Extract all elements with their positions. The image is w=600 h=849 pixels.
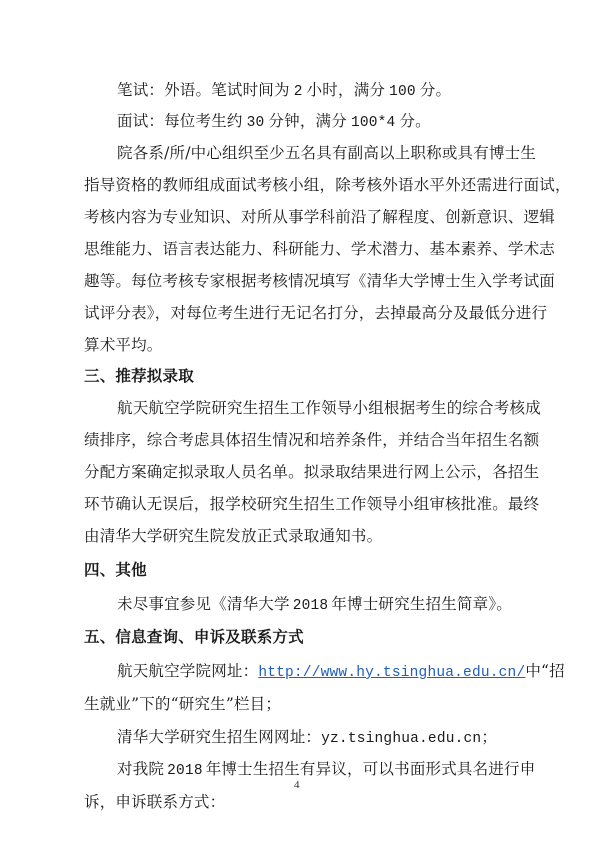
paragraph-line: 指导资格的教师组成面试考核小组，除考核外语水平外还需进行面试， bbox=[84, 176, 571, 194]
section-3-line: 环节确认无误后，报学校研究生招生工作领导小组审核批准。最终 bbox=[84, 495, 540, 513]
section-3-line: 航天航空学院研究生招生工作领导小组根据考生的综合考核成 bbox=[117, 399, 541, 417]
appeal-suffix: 年博士生招生有异议，可以书面形式具名进行申 bbox=[205, 760, 536, 778]
page-number: 4 bbox=[294, 779, 300, 791]
interview-line bbox=[117, 111, 431, 133]
appeal-year: 2018 bbox=[167, 763, 203, 779]
interview-prefix: 面试：每位考生约 bbox=[117, 112, 243, 130]
site-1-label: 航天航空学院网址： bbox=[117, 662, 259, 680]
section-4-suffix: 年博士研究生招生简章》。 bbox=[331, 595, 512, 613]
section-3-line: 绩排序，综合考虑具体招生情况和培养条件，并结合当年招生名额 bbox=[84, 431, 540, 449]
paragraph-line: 院各系/所/中心组织至少五名具有副高以上职称或具有博士生 bbox=[117, 144, 537, 162]
section-5-title: 五、信息查询、申诉及联系方式 bbox=[84, 628, 304, 646]
section-4-line bbox=[117, 594, 512, 616]
section-4-title: 四、其他 bbox=[84, 561, 147, 579]
interview-score: 100*4 bbox=[350, 115, 396, 131]
section-4-year: 2018 bbox=[292, 598, 329, 614]
appeal-line-2: 诉，申诉联系方式： bbox=[84, 793, 226, 811]
interview-suffix: 分。 bbox=[399, 112, 431, 130]
written-exam-line bbox=[117, 80, 451, 102]
paragraph-line: 思维能力、语言表达能力、科研能力、学术潜力、基本素养、学术志 bbox=[84, 240, 556, 258]
paragraph-line: 趣等。每位考核专家根据考核情况填写《清华大学博士生入学考试面 bbox=[84, 272, 556, 290]
written-exam-mid: 小时，满分 bbox=[306, 81, 386, 99]
paragraph-line: 考核内容为专业知识、对所从事学科前沿了解程度、创新意识、逻辑 bbox=[84, 208, 556, 226]
site-1-after: 中“招 bbox=[525, 662, 565, 680]
section-3-line: 分配方案确定拟录取人员名单。拟录取结果进行网上公示，各招生 bbox=[84, 463, 540, 481]
site-2-label: 清华大学研究生招生网网址： bbox=[117, 728, 322, 746]
written-exam-suffix: 分。 bbox=[419, 81, 452, 99]
written-exam-prefix: 笔试：外语。笔试时间为 bbox=[117, 81, 290, 99]
paragraph-line: 试评分表》，对每位考生进行无记名打分，去掉最高分及最低分进行 bbox=[84, 304, 548, 322]
paragraph-line: 算术平均。 bbox=[84, 336, 163, 354]
written-exam-score: 100 bbox=[389, 84, 416, 100]
written-exam-hours: 2 bbox=[293, 84, 303, 100]
site-2-url: yz.tsinghua.edu.cn bbox=[321, 731, 482, 747]
site-1-link[interactable]: http://www.hy.tsinghua.edu.cn/ bbox=[258, 665, 526, 681]
site-1-line-2: 生就业”下的“研究生”栏目； bbox=[84, 695, 282, 713]
site-2-after: ； bbox=[481, 728, 498, 746]
section-3-line: 由清华大学研究生院发放正式录取通知书。 bbox=[84, 527, 383, 545]
section-3-title: 三、推荐拟录取 bbox=[84, 367, 194, 385]
section-4-prefix: 未尽事宜参见《清华大学 bbox=[117, 595, 290, 613]
appeal-prefix: 对我院 bbox=[117, 760, 165, 778]
interview-minutes: 30 bbox=[246, 115, 265, 131]
appeal-line bbox=[117, 759, 535, 781]
site-1-line bbox=[117, 661, 565, 683]
interview-mid: 分钟，满分 bbox=[268, 112, 347, 130]
site-2-line bbox=[117, 727, 497, 749]
